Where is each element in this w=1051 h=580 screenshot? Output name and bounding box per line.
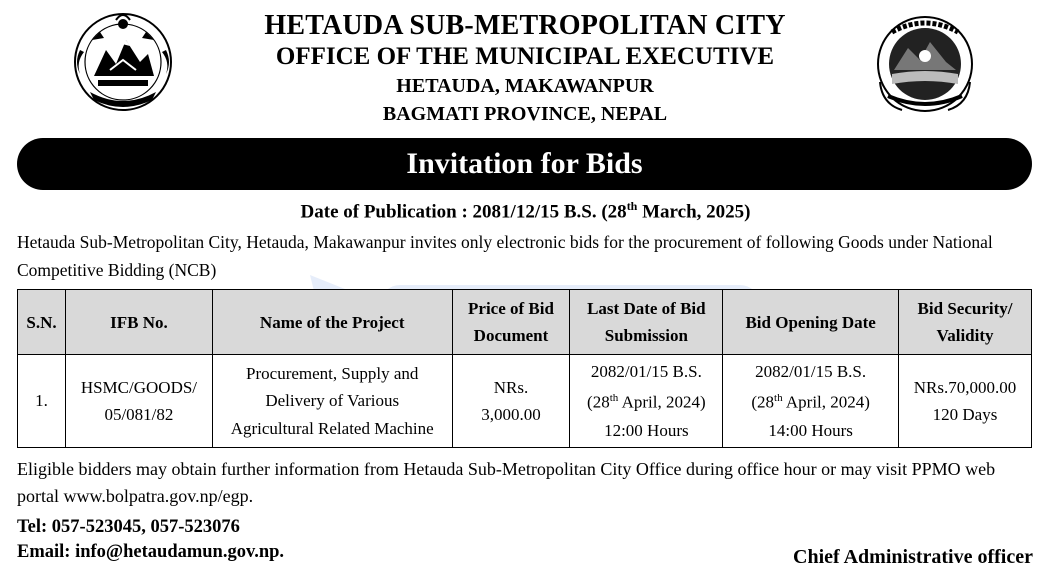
header-ifb-no: IFB No. (65, 290, 212, 355)
cell-bid-security: NRs.70,000.00 120 Days (899, 355, 1032, 448)
publication-date: Date of Publication : 2081/12/15 B.S. (28th March, 2025) (300, 199, 751, 223)
table-row (18, 355, 1032, 448)
cell-sn: 1. (18, 355, 66, 448)
location-line: HETAUDA, MAKAWANPUR (396, 75, 654, 97)
cell-price: NRs. 3,000.00 (452, 355, 570, 448)
header-last-date: Last Date of Bid Submission (570, 290, 723, 355)
table-header-row (18, 290, 1032, 355)
cell-ifb-no: HSMC/GOODS/ 05/081/82 (65, 355, 212, 448)
contact-telephone: Tel: 057-523045, 057-523076 (17, 517, 240, 537)
intro-paragraph: Hetauda Sub-Metropolitan City, Hetauda, Makawanpur invites only electronic bids for the procurement of following Goods under National Competitive Bidding (NCB) (17, 232, 993, 280)
signoff-title: Chief Administrative officer (793, 546, 1033, 568)
header-price: Price of Bid Document (452, 290, 570, 355)
header-sn: S.N. (18, 290, 66, 355)
header-bid-security: Bid Security/ Validity (899, 290, 1032, 355)
city-title: HETAUDA SUB-METROPOLITAN CITY (264, 10, 786, 41)
bids-table (17, 289, 1032, 448)
nepal-government-emblem-icon (70, 10, 176, 114)
eligibility-paragraph: Eligible bidders may obtain further information from Hetauda Sub-Metropolitan City Office during office hour or may visit PPMO web portal www.bolpatra.gov.np/egp. (17, 459, 996, 506)
cell-last-date: 2082/01/15 B.S. (28th April, 2024) 12:00 Hours (570, 355, 723, 448)
invitation-banner: Invitation for Bids (17, 138, 1032, 190)
contact-email: Email: info@hetaudamun.gov.np. (17, 542, 285, 562)
header-opening-date: Bid Opening Date (723, 290, 899, 355)
hetauda-municipality-seal-icon (872, 12, 978, 116)
office-title: OFFICE OF THE MUNICIPAL EXECUTIVE (275, 43, 775, 70)
cell-project-name: Procurement, Supply and Delivery of Various Agricultural Related Machine (212, 355, 452, 448)
cell-opening-date: 2082/01/15 B.S. (28th April, 2024) 14:00 Hours (723, 355, 899, 448)
province-line: BAGMATI PROVINCE, NEPAL (382, 103, 668, 125)
header-project-name: Name of the Project (212, 290, 452, 355)
